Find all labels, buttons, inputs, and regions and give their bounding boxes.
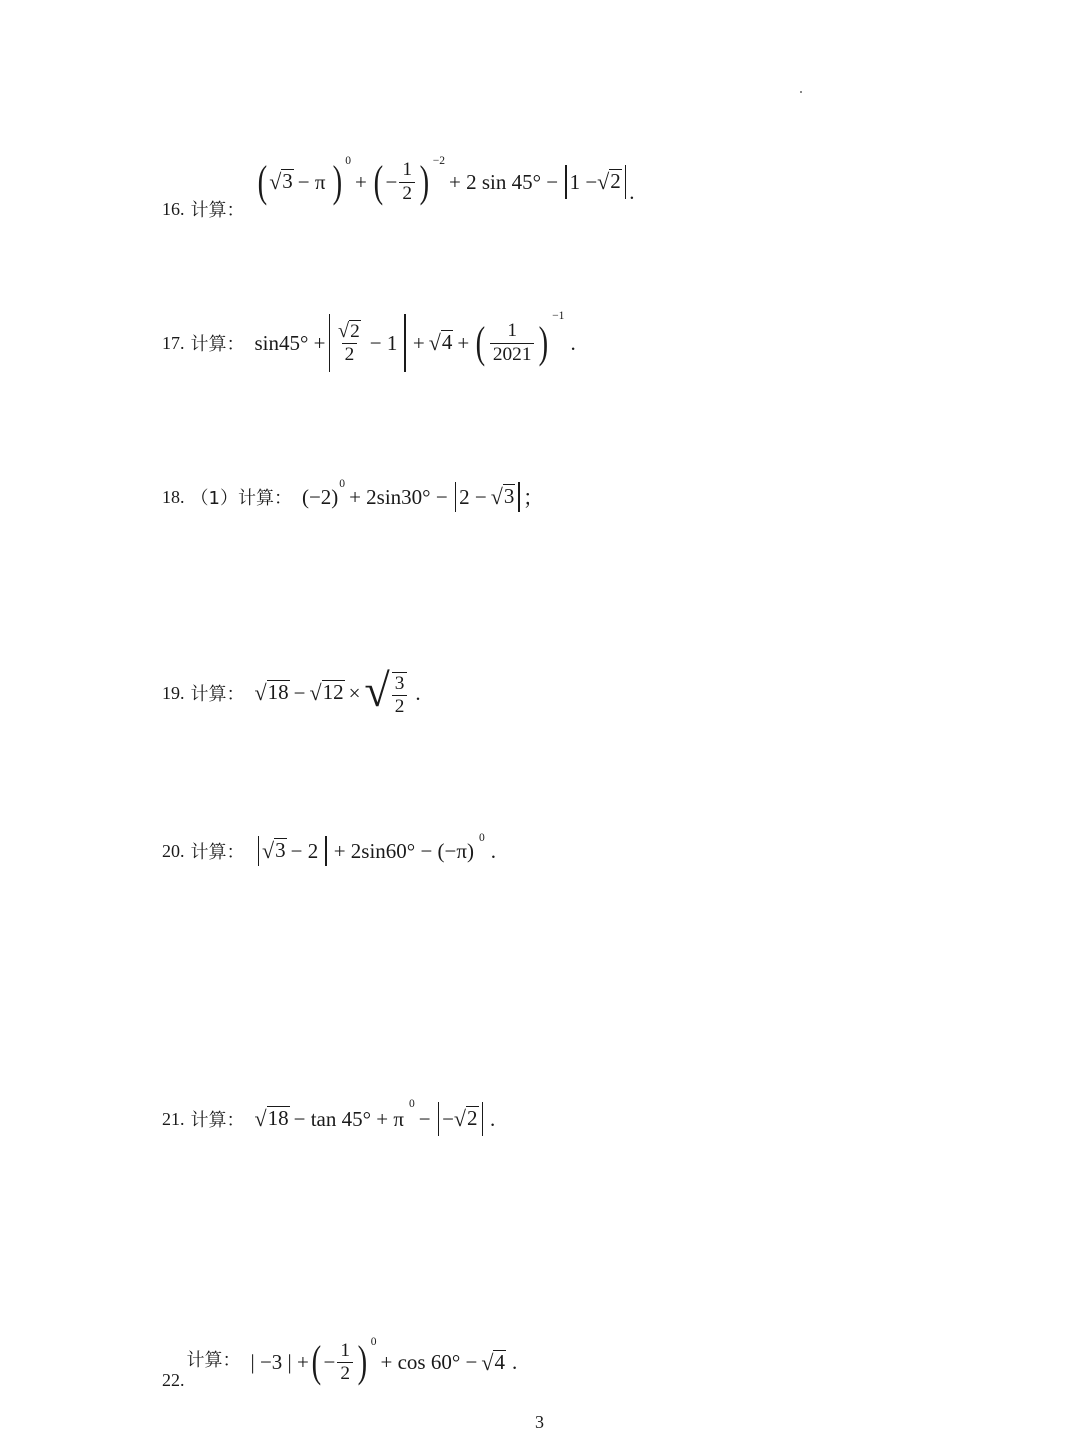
- sqrt: √ 2: [453, 1106, 478, 1131]
- problem-label: 计算：: [190, 1110, 245, 1131]
- problem-number: 20.: [162, 840, 185, 861]
- problem-19: [162, 665, 421, 718]
- problem-label: 计算：: [190, 334, 245, 355]
- fraction: $\frac{1}{2021}$: [490, 320, 535, 365]
- sqrt: √ 12: [309, 680, 344, 706]
- problem-number: 17.: [162, 332, 185, 353]
- problem-label: 计算：: [186, 1349, 241, 1371]
- math-expression: | −3 | + ( − $\frac{1}{2}$ ) 0 + cos 60° − √ 4 .: [250, 1335, 518, 1387]
- sqrt: √ 18: [254, 1106, 289, 1131]
- sqrt: √ 3: [490, 484, 515, 509]
- sqrt: √ 3: [269, 169, 293, 194]
- problem-number: 16.: [162, 198, 185, 219]
- math-expression: ( √ 3 − π ) 0 + ( − $\frac{1}{2}$ ) −2 + 2 sin 45° − 1 − √ 2 .: [257, 155, 635, 206]
- math-expression: √ 18 − tan 45° + π 0 − − √ 2 .: [255, 1102, 496, 1136]
- problem-label: 计算：: [190, 200, 245, 221]
- fraction: √ 2 2: [338, 319, 360, 366]
- math-expression: √ 3 − 2 + 2sin60° − (−π) 0 .: [255, 836, 497, 866]
- sqrt: √ 4: [428, 330, 453, 355]
- problem-17: [162, 310, 576, 372]
- problem-21: [162, 1098, 496, 1136]
- sqrt: √ $\frac{3}{2}$: [364, 668, 409, 718]
- problem-label: 计算：: [190, 684, 245, 706]
- sqrt: √ 2: [597, 169, 621, 194]
- sqrt: √ 18: [254, 680, 289, 706]
- problem-18: [162, 478, 544, 512]
- fraction: $\frac{1}{2}$: [399, 159, 415, 204]
- math-expression: ( −2 ) 0 + 2sin30° − 2 − √ 3 ；: [301, 478, 544, 510]
- problem-16: [162, 150, 635, 222]
- fraction: $\frac{3}{2}$: [392, 672, 408, 718]
- math-expression: sin45° + √ 2 2 − 1 + √ 4 + ( $\frac{1}{2021}$ ) −1 .: [255, 314, 576, 372]
- fraction: $\frac{1}{2}$: [337, 1340, 353, 1385]
- scan-speck: [800, 91, 802, 93]
- math-expression: √ 18 − √ 12 × √ $\frac{3}{2}$ .: [254, 665, 421, 718]
- page-number: 3: [535, 1412, 544, 1432]
- sqrt: √ 3: [262, 838, 286, 863]
- problem-number: 21.: [162, 1108, 185, 1129]
- problem-22: [162, 1334, 517, 1391]
- problem-20: [162, 832, 497, 866]
- problem-label: （1）计算：: [190, 488, 292, 509]
- problem-number: 22.: [162, 1370, 185, 1390]
- problem-number: 19.: [162, 682, 185, 703]
- problem-number: 18.: [162, 486, 185, 507]
- sqrt: √ 4: [481, 1349, 505, 1375]
- problem-label: 计算：: [190, 842, 245, 863]
